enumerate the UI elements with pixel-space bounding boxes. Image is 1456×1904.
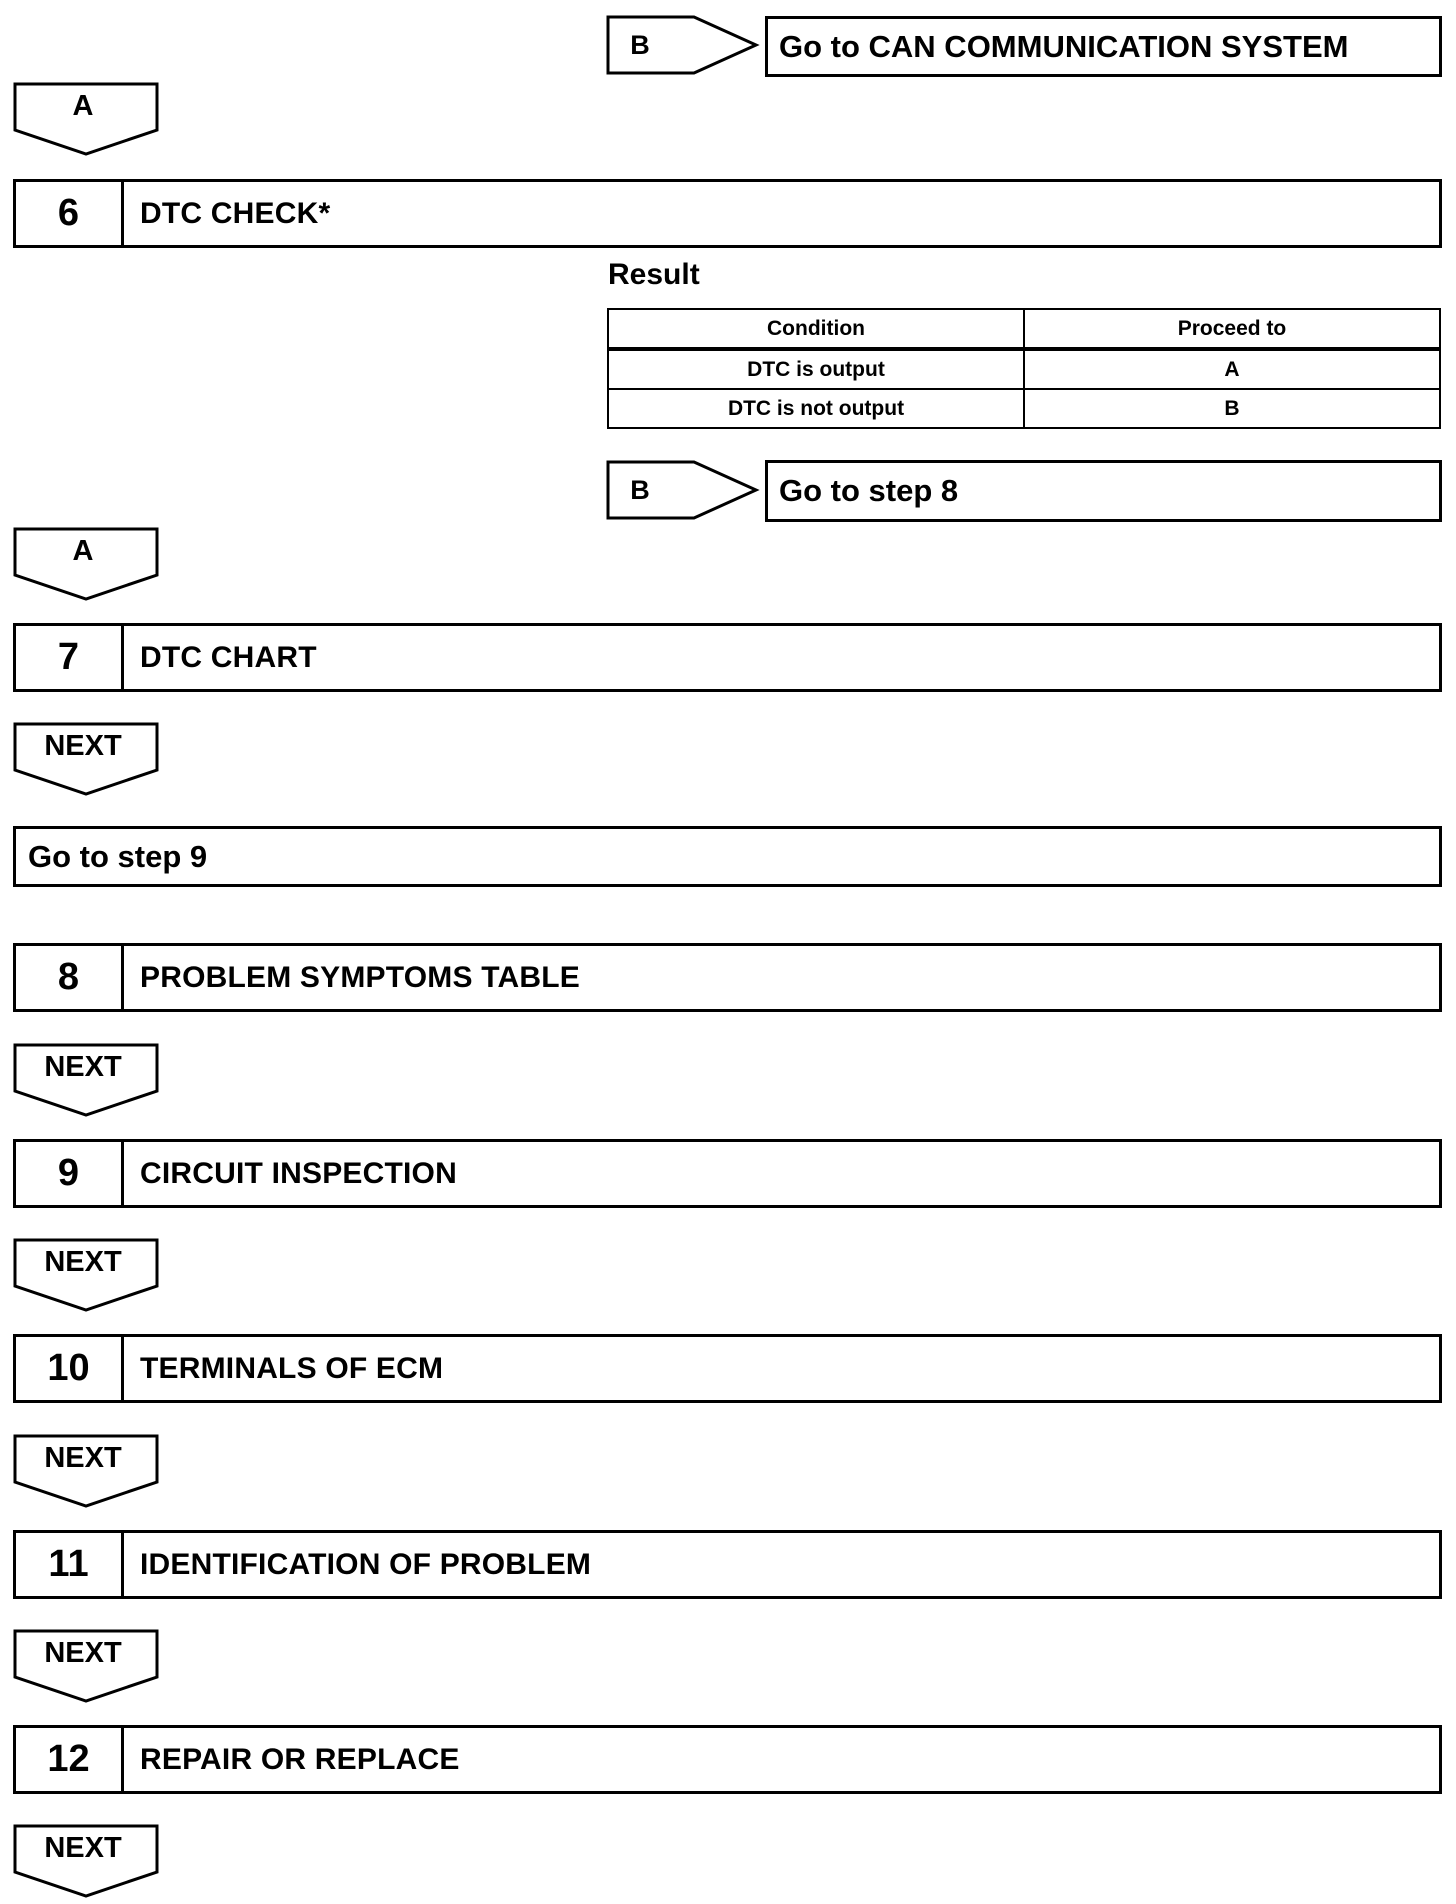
- branch-b-label: B: [630, 29, 650, 60]
- branch-a-label: A: [72, 89, 94, 122]
- header-condition: Condition: [608, 309, 1024, 349]
- branch-b-arrow: [606, 460, 760, 520]
- next-arrow: [13, 1043, 161, 1119]
- step-title: DTC CHECK*: [140, 196, 331, 230]
- step-9-box: [13, 1139, 1442, 1208]
- step-6-box: [13, 179, 1442, 248]
- step-title: IDENTIFICATION OF PROBLEM: [140, 1547, 592, 1581]
- next-label: NEXT: [44, 1050, 122, 1083]
- branch-a-label: A: [72, 534, 94, 567]
- goto-step-8-box: [765, 460, 1442, 522]
- condition-cell: DTC is output: [608, 349, 1024, 389]
- step-number: 10: [16, 1337, 124, 1400]
- table-header-row: [608, 309, 1440, 349]
- step-8-box: [13, 943, 1442, 1012]
- step-11-box: [13, 1530, 1442, 1599]
- step-title: REPAIR OR REPLACE: [140, 1742, 460, 1776]
- next-label: NEXT: [44, 729, 122, 762]
- next-arrow: [13, 1824, 161, 1900]
- step-number: 6: [16, 182, 124, 245]
- step-title: TERMINALS OF ECM: [140, 1351, 444, 1385]
- result-label: Result: [608, 258, 700, 291]
- next-arrow: [13, 1434, 161, 1510]
- table-row: [608, 389, 1440, 428]
- next-label: NEXT: [44, 1636, 122, 1669]
- step-number: 7: [16, 626, 124, 689]
- step-title: CIRCUIT INSPECTION: [140, 1156, 457, 1190]
- proceed-cell: A: [1024, 349, 1440, 389]
- condition-cell: DTC is not output: [608, 389, 1024, 428]
- proceed-cell: B: [1024, 389, 1440, 428]
- goto-step-9-box: [13, 826, 1442, 887]
- branch-a-arrow: [13, 527, 161, 603]
- next-arrow: [13, 1238, 161, 1314]
- step-number: 8: [16, 946, 124, 1009]
- goto-can-communication-text: Go to CAN COMMUNICATION SYSTEM: [779, 28, 1349, 64]
- next-label: NEXT: [44, 1441, 122, 1474]
- step-12-box: [13, 1725, 1442, 1794]
- step-number: 11: [16, 1533, 124, 1596]
- branch-b-arrow: [606, 15, 760, 75]
- header-proceed-to: Proceed to: [1024, 309, 1440, 349]
- result-table: [607, 308, 1441, 429]
- step-title: DTC CHART: [140, 640, 317, 674]
- step-number: 12: [16, 1728, 124, 1791]
- step-number: 9: [16, 1142, 124, 1205]
- step-title: PROBLEM SYMPTOMS TABLE: [140, 960, 580, 994]
- next-label: NEXT: [44, 1831, 122, 1864]
- branch-a-arrow: [13, 82, 161, 158]
- step-7-box: [13, 623, 1442, 692]
- step-10-box: [13, 1334, 1442, 1403]
- table-row: [608, 349, 1440, 389]
- goto-step-9-text: Go to step 9: [28, 838, 208, 874]
- goto-can-communication-box: [765, 16, 1442, 77]
- next-label: NEXT: [44, 1245, 122, 1278]
- next-arrow: [13, 722, 161, 798]
- branch-b-label: B: [630, 474, 650, 505]
- next-arrow: [13, 1629, 161, 1705]
- goto-step-8-text: Go to step 8: [779, 473, 959, 508]
